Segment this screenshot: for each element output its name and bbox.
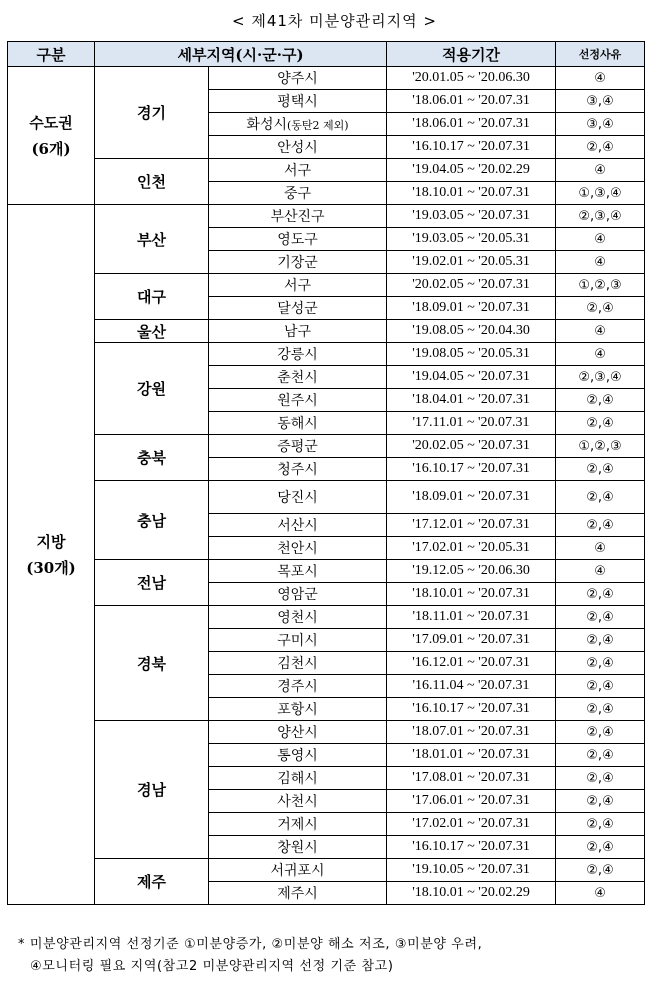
header-reason: 선정사유 [556,42,645,67]
reason-cell: ②,④ [556,458,645,481]
city-name: 창원시 [277,840,318,856]
reason-cell: ②,④ [556,629,645,652]
reason-cell: ②,④ [556,790,645,813]
reason-cell: ②,④ [556,859,645,882]
reason-cell: ③,④ [556,113,645,136]
reason-cell: ④ [556,560,645,583]
city-name: 김해시 [277,771,318,787]
city-cell [209,537,387,560]
city-name: 김천시 [277,656,318,672]
period-cell: '19.02.01 ~ '20.05.31 [387,251,556,274]
province-cell: 경북 [95,606,209,721]
city-cell [209,652,387,675]
reason-cell: ②,④ [556,297,645,320]
period-cell: '16.12.01 ~ '20.07.31 [387,652,556,675]
city-cell [209,320,387,343]
table-row [8,205,645,228]
table-row [8,274,645,297]
city-name: 영천시 [277,610,318,626]
city-cell [209,366,387,389]
period-cell: '19.12.05 ~ '20.06.30 [387,560,556,583]
management-area-table [7,41,645,905]
city-name: 양주시 [277,71,318,87]
province-cell: 충북 [95,435,209,481]
table-row [8,67,645,90]
city-cell [209,205,387,228]
period-cell: '16.10.17 ~ '20.07.31 [387,458,556,481]
reason-cell: ④ [556,537,645,560]
period-cell: '17.02.01 ~ '20.07.31 [387,813,556,836]
province-cell: 경기 [95,67,209,159]
table-row [8,343,645,366]
reason-cell: ④ [556,320,645,343]
period-cell: '20.02.05 ~ '20.07.31 [387,274,556,297]
period-cell: '19.03.05 ~ '20.05.31 [387,228,556,251]
city-cell [209,458,387,481]
period-cell: '17.11.01 ~ '20.07.31 [387,412,556,435]
reason-cell: ④ [556,882,645,905]
footnote-line-2: ④모니터링 필요 지역(참고2 미분양관리지역 선정 기준 참고) [30,959,394,974]
province-cell: 강원 [95,343,209,435]
period-cell: '17.06.01 ~ '20.07.31 [387,790,556,813]
group-name: 수도권 [29,113,73,132]
reason-cell: ②,④ [556,813,645,836]
province-cell: 울산 [95,320,209,343]
city-name: 천안시 [277,541,318,557]
city-name: 중구 [283,186,312,202]
reason-cell: ①,②,③ [556,435,645,458]
city-cell [209,136,387,159]
city-cell [209,435,387,458]
city-cell [209,790,387,813]
period-cell: '18.10.01 ~ '20.07.31 [387,182,556,205]
city-name: 포항시 [277,702,318,718]
header-category: 구분 [8,42,95,67]
province-cell: 대구 [95,274,209,320]
city-name: 양산시 [277,725,318,741]
city-cell [209,113,387,136]
reason-cell: ②,④ [556,721,645,744]
period-cell: '19.08.05 ~ '20.04.30 [387,320,556,343]
city-name: 화성시 [246,117,287,133]
city-name: 통영시 [277,748,318,764]
period-cell: '17.02.01 ~ '20.05.31 [387,537,556,560]
period-cell: '16.10.17 ~ '20.07.31 [387,836,556,859]
province-cell: 제주 [95,859,209,905]
city-name: 서산시 [277,518,318,534]
header-region: 세부지역(시·군·구) [95,42,387,67]
period-cell: '18.06.01 ~ '20.07.31 [387,113,556,136]
period-cell: '18.11.01 ~ '20.07.31 [387,606,556,629]
city-name: 사천시 [277,794,318,810]
period-cell: '18.10.01 ~ '20.02.29 [387,882,556,905]
city-name: 춘천시 [277,370,318,386]
table-row [8,859,645,882]
city-cell [209,412,387,435]
period-cell: '17.08.01 ~ '20.07.31 [387,767,556,790]
reason-cell: ②,③,④ [556,205,645,228]
province-cell: 경남 [95,721,209,859]
footnote-line-1: * 미분양관리지역 선정기준 ①미분양증가, ②미분양 해소 저조, ③미분양 우려, [18,937,483,952]
reason-cell: ②,④ [556,412,645,435]
table-row [8,606,645,629]
table-row [8,721,645,744]
city-name: 구미시 [277,633,318,649]
city-name: 원주시 [277,393,318,409]
city-name: 기장군 [277,255,318,271]
city-cell [209,721,387,744]
reason-cell: ②,④ [556,481,645,514]
reason-cell: ②,④ [556,583,645,606]
reason-cell: ②,④ [556,744,645,767]
city-name: 서구 [283,163,312,179]
period-cell: '17.12.01 ~ '20.07.31 [387,514,556,537]
reason-cell: ①,③,④ [556,182,645,205]
city-cell [209,767,387,790]
city-cell [209,813,387,836]
reason-cell: ④ [556,343,645,366]
city-name: 달성군 [277,301,318,317]
city-cell [209,560,387,583]
group-count: (30개) [26,558,76,577]
period-cell: '18.09.01 ~ '20.07.31 [387,297,556,320]
period-cell: '16.10.17 ~ '20.07.31 [387,136,556,159]
table-row [8,481,645,514]
period-cell: '16.11.04 ~ '20.07.31 [387,675,556,698]
city-name: 서귀포시 [270,863,325,879]
table-row [8,320,645,343]
province-cell: 부산 [95,205,209,274]
reason-cell: ②,④ [556,606,645,629]
reason-cell: ②,④ [556,836,645,859]
reason-cell: ②,④ [556,389,645,412]
group-cell [8,205,95,905]
city-cell [209,228,387,251]
city-cell [209,182,387,205]
city-name: 영암군 [277,587,318,603]
reason-cell: ③,④ [556,90,645,113]
city-cell [209,343,387,366]
reason-cell: ②,④ [556,514,645,537]
city-name: 목포시 [277,564,318,580]
group-cell [8,67,95,205]
city-cell [209,583,387,606]
city-name: 당진시 [277,490,318,506]
city-cell [209,698,387,721]
header-period: 적용기간 [387,42,556,67]
table-row [8,435,645,458]
period-cell: '20.01.05 ~ '20.06.30 [387,67,556,90]
period-cell: '19.10.05 ~ '20.07.31 [387,859,556,882]
period-cell: '18.07.01 ~ '20.07.31 [387,721,556,744]
city-name: 부산진구 [270,209,325,225]
period-cell: '20.02.05 ~ '20.07.31 [387,435,556,458]
period-cell: '18.06.01 ~ '20.07.31 [387,90,556,113]
city-cell [209,882,387,905]
province-cell: 전남 [95,560,209,606]
reason-cell: ①,②,③ [556,274,645,297]
city-name: 동해시 [277,416,318,432]
city-cell [209,859,387,882]
city-cell [209,159,387,182]
city-name: 안성시 [277,140,318,156]
city-name: 영도구 [277,232,318,248]
period-cell: '17.09.01 ~ '20.07.31 [387,629,556,652]
city-cell [209,297,387,320]
reason-cell: ②,④ [556,136,645,159]
reason-cell: ②,③,④ [556,366,645,389]
period-cell: '18.10.01 ~ '20.07.31 [387,583,556,606]
reason-cell: ②,④ [556,698,645,721]
city-cell [209,836,387,859]
group-count: (6개) [31,139,71,158]
period-cell: '16.10.17 ~ '20.07.31 [387,698,556,721]
city-name: 증평군 [277,439,318,455]
city-cell [209,90,387,113]
reason-cell: ④ [556,251,645,274]
city-cell [209,251,387,274]
period-cell: '19.08.05 ~ '20.05.31 [387,343,556,366]
city-name: 청주시 [277,462,318,478]
city-cell [209,606,387,629]
period-cell: '19.04.05 ~ '20.07.31 [387,366,556,389]
city-name: 평택시 [277,94,318,110]
province-cell: 충남 [95,481,209,560]
city-name: 서구 [283,278,312,294]
footnote [18,934,668,978]
city-name: 거제시 [277,817,318,833]
city-name: 남구 [283,324,312,340]
city-cell [209,514,387,537]
reason-cell: ④ [556,228,645,251]
city-cell [209,629,387,652]
period-cell: '18.04.01 ~ '20.07.31 [387,389,556,412]
table-body [8,67,645,905]
table-row [8,560,645,583]
header-row [8,42,645,67]
reason-cell: ②,④ [556,675,645,698]
group-name: 지방 [36,532,66,551]
reason-cell: ④ [556,67,645,90]
reason-cell: ④ [556,159,645,182]
province-cell: 인천 [95,159,209,205]
period-cell: '18.09.01 ~ '20.07.31 [387,481,556,514]
city-name: 제주시 [277,886,318,902]
city-cell [209,274,387,297]
city-name: 경주시 [277,679,318,695]
period-cell: '19.03.05 ~ '20.07.31 [387,205,556,228]
period-cell: '19.04.05 ~ '20.02.29 [387,159,556,182]
table-row [8,159,645,182]
city-cell [209,389,387,412]
city-cell [209,67,387,90]
document-title: < 제41차 미분양관리지역 > [232,12,437,30]
city-note: (동탄2 제외) [287,119,349,132]
city-cell [209,675,387,698]
city-name: 강릉시 [277,347,318,363]
city-cell [209,744,387,767]
reason-cell: ②,④ [556,767,645,790]
period-cell: '18.01.01 ~ '20.07.31 [387,744,556,767]
reason-cell: ②,④ [556,652,645,675]
city-cell [209,481,387,514]
